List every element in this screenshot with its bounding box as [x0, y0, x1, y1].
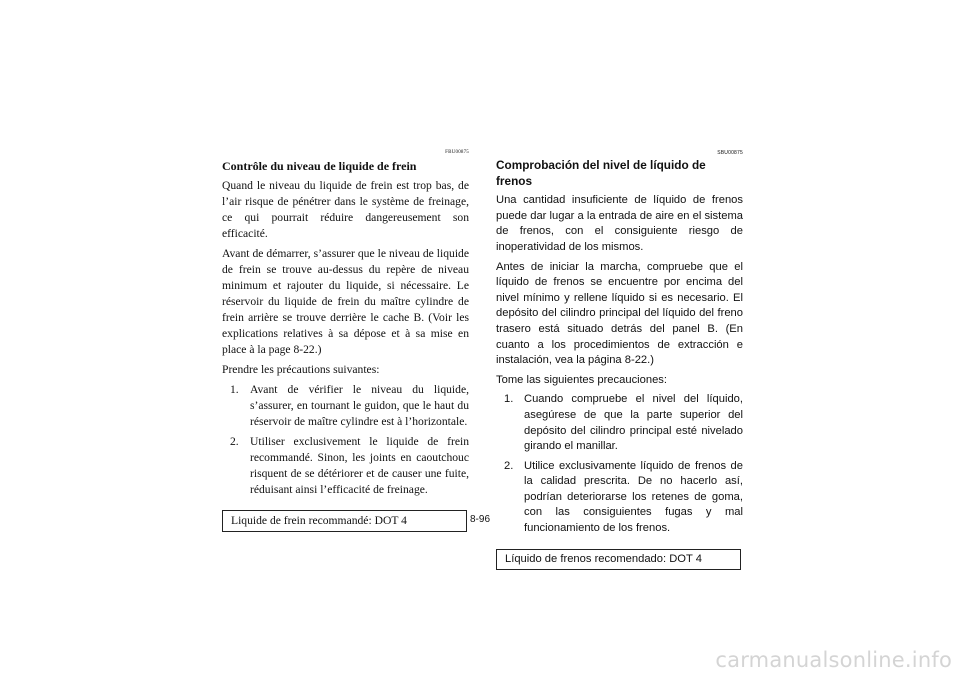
french-column: [222, 150, 469, 532]
precautions-list: [222, 382, 469, 498]
item-text: Utiliser exclusivement le liquide de frein recommandé. Sinon, les joints en caoutchouc risquent de se détériorer et de causer une fuite, réduisant ainsi l’efficacité de freinage.: [250, 435, 469, 496]
precautions-list: [496, 392, 743, 536]
list-item: [496, 392, 743, 454]
spanish-column: [496, 150, 743, 570]
section-code: SBU00875: [717, 150, 743, 156]
list-item: [496, 459, 743, 537]
recommended-fluid-box: Líquido de frenos recomendado: DOT 4: [496, 549, 741, 571]
item-text: Avant de vérifier le niveau du liquide, s’assurer, en tournant le guidon, que le haut du réservoir de maître cylindre est à l’horizontale.: [250, 383, 469, 428]
paragraph: Quand le niveau du liquide de frein est trop bas, de l’air risque de pénétrer dans le système de freinage, ce qui pourrait réduire dangereusement son efficacité.: [222, 179, 469, 240]
watermark: carmanualsonline.info: [715, 648, 952, 672]
paragraph: Avant de démarrer, s’assurer que le niveau de liquide de frein se trouve au-dessus du repère de niveau minimum et rajouter du liquide, si nécessaire. Le réservoir du liquide de frein du maître cylindre de frein arrière se trouve derrière le cache B. (Voir les explications relatives à sa dépose et à sa mise en place à la page 8-22.): [222, 247, 469, 356]
paragraph: Antes de iniciar la marcha, compruebe que el líquido de frenos se encuentre por encima del nivel mínimo y rellene líquido si es necesario. El depósito del cilindro principal del líquido del freno trasero está situado detrás del panel B. (En cuanto a los procedimientos de extracción e instalación, vea la página 8-22.): [496, 260, 743, 367]
item-text: Cuando compruebe el nivel del líquido, asegúrese de que la parte superior del depósito del cilindro principal esté nivelado girando el manillar.: [524, 393, 743, 453]
section-code: FBU00875: [445, 150, 469, 155]
paragraph: Tome las siguientes precauciones:: [496, 373, 668, 386]
list-item: [222, 434, 469, 498]
list-item: [222, 382, 469, 430]
item-number: 1.: [230, 383, 239, 396]
section-title: Contrôle du niveau de liquide de frein: [222, 159, 417, 173]
paragraph: Una cantidad insuficiente de líquido de frenos puede dar lugar a la entrada de aire en el sistema de frenos, con el consiguiente riesgo de inoperatividad de los mismos.: [496, 194, 743, 253]
item-number: 2.: [504, 459, 514, 472]
item-number: 2.: [230, 435, 239, 448]
paragraph: Prendre les précautions suivantes:: [222, 363, 380, 376]
item-number: 1.: [504, 393, 514, 406]
item-text: Utilice exclusivamente líquido de frenos de la calidad prescrita. De no hacerlo así, podrían deteriorarse los retenes de goma, con las consiguientes fugas y mal funcionamiento de los frenos.: [524, 459, 743, 535]
recommended-fluid-box: Liquide de frein recommandé: DOT 4: [222, 510, 467, 532]
page-number: 8-96: [469, 514, 490, 525]
section-title: Comprobación del nivel de líquido de frenos: [496, 158, 706, 188]
